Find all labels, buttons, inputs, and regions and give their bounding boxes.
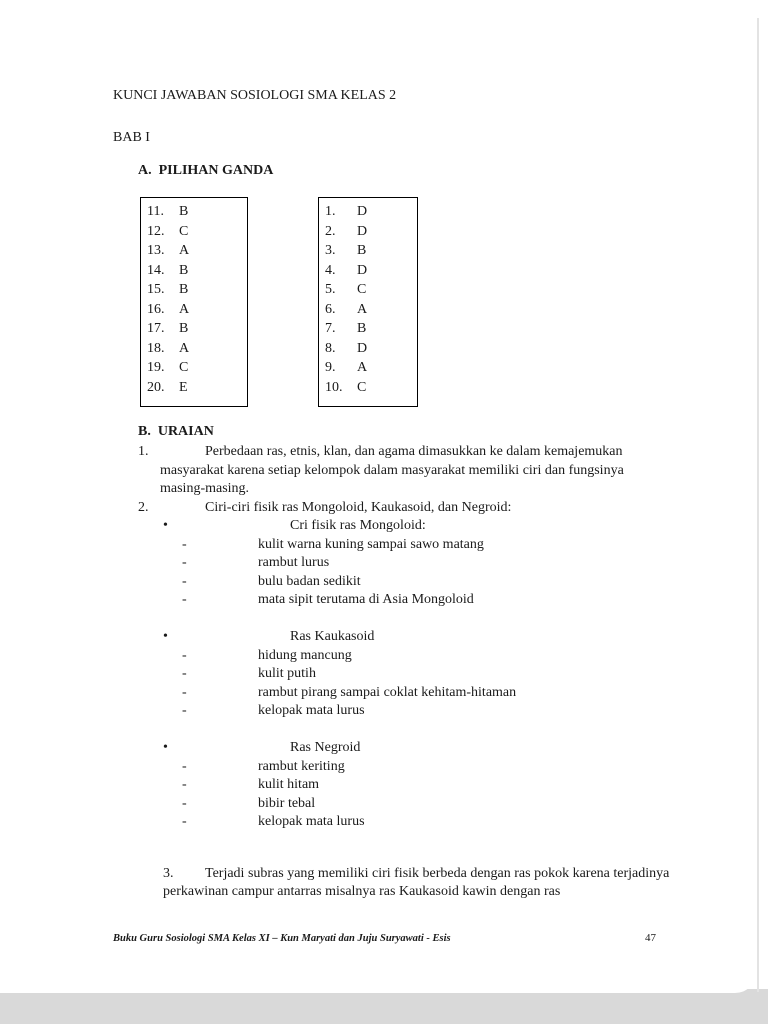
bullet-heading-line [163,739,768,758]
answer-letter: C [179,360,189,375]
bullet-heading-line [163,628,768,647]
dash-point-line [182,684,768,703]
dash-point-text: rambut keriting [258,758,345,774]
answers-box-right [318,197,418,407]
answer-item [325,319,411,339]
answer-number: 5. [325,282,336,297]
dash-point-line [182,776,768,795]
answer-number: 15. [147,282,165,297]
bullet-heading-line [163,517,768,536]
answer-letter: B [357,321,367,336]
answer-item [147,378,241,398]
item-text: Perbedaan ras, etnis, klan, dan agama dimasukkan ke dalam kemajemukan masyarakat karena setiap kelompok dalam masyarakat memiliki ciri dan fungsinya masing-masing. [160,444,624,496]
footer-page-number: 47 [645,932,656,944]
answer-item [325,280,411,300]
answer-number: 19. [147,360,165,375]
answer-item [147,319,241,339]
dash-point-line [182,647,768,666]
dash-icon: - [182,573,187,589]
dash-point-line [182,536,768,555]
bullet-heading: Ras Negroid [290,740,361,755]
dash-point-text: rambut lurus [258,555,330,570]
answer-number: 13. [147,243,165,258]
answer-number: 16. [147,301,165,317]
answer-number: 11. [147,204,164,219]
answer-number: 7. [325,321,336,336]
bullet-group-mongoloid [0,517,768,610]
dash-point-text: hidung mancung [258,647,352,663]
bullet-icon: • [163,740,168,755]
answer-letter: A [179,243,190,258]
dash-point-text: rambut pirang sampai coklat kehitam-hitaman [258,684,517,700]
answer-letter: D [357,340,368,356]
answer-item [147,339,241,359]
answers-box-left [140,197,248,407]
answer-item [147,358,241,378]
item-number: 2. [138,499,149,515]
answer-item [147,300,241,320]
dash-point-line [182,591,768,610]
dash-point-text: bibir tebal [258,795,316,811]
bullet-group-negroid [0,739,768,832]
answer-letter: C [179,223,189,239]
bullet-icon: • [163,629,168,644]
page-bottom-edge [0,989,768,1024]
footer-book-title: Buku Guru Sosiologi SMA Kelas XI – Kun Maryati dan Juju Suryawati - Esis [113,933,451,944]
page-footer [113,932,656,944]
answer-number: 9. [325,360,336,375]
dash-point-text: kelopak mata lurus [258,814,365,829]
dash-icon: - [182,536,187,552]
answer-letter: D [357,223,368,239]
answer-letter: B [179,282,189,297]
dash-point-text: kulit putih [258,666,316,681]
chapter-heading: BAB I [113,130,150,145]
dash-icon: - [182,647,187,663]
dash-point-line [182,813,768,832]
answer-letter: B [357,243,367,258]
answer-letter: B [179,262,189,278]
answer-letter: B [179,204,189,219]
item-number: 1. [138,444,149,459]
item-number: 3. [163,865,174,881]
bullet-heading: Ras Kaukasoid [290,629,375,644]
answer-letter: C [357,379,367,395]
answer-letter: C [357,282,367,297]
dash-point-text: bulu badan sedikit [258,573,361,589]
answer-letter: B [179,321,189,336]
bullet-icon: • [163,518,168,533]
answer-number: 14. [147,262,165,278]
answer-number: 20. [147,379,165,395]
answer-number: 12. [147,223,165,239]
answer-number: 17. [147,321,165,336]
answer-item [147,241,241,261]
bullet-group-kaukasoid [0,628,768,721]
answer-item [147,261,241,281]
dash-point-line [182,665,768,684]
dash-point-line [182,702,768,721]
answer-number: 10. [325,379,343,395]
answer-letter: D [357,262,368,278]
dash-icon: - [182,814,187,829]
answer-item [147,280,241,300]
page-title: KUNCI JAWABAN SOSIOLOGI SMA KELAS 2 [113,88,397,103]
dash-point-text: kelopak mata lurus [258,703,365,718]
answer-letter: A [357,360,368,375]
item-text: Ciri-ciri fisik ras Mongoloid, Kaukasoid, dan Negroid: [205,499,512,515]
answer-number: 6. [325,301,336,317]
dash-icon: - [182,703,187,718]
answer-item [325,241,411,261]
essay-section [0,443,768,902]
answer-number: 8. [325,340,336,356]
answer-number: 3. [325,243,336,258]
dash-point-line [182,758,768,777]
bullet-points [0,758,768,832]
dash-point-text: kulit hitam [258,777,320,792]
dash-icon: - [182,777,187,792]
dash-icon: - [182,666,187,681]
answer-item [325,222,411,242]
answer-letter: A [179,340,190,356]
bullet-points [0,536,768,610]
answer-number: 4. [325,262,336,278]
bullet-points [0,647,768,721]
answer-item [325,339,411,359]
answer-item [325,300,411,320]
answer-item [325,378,411,398]
dash-point-text: mata sipit terutama di Asia Mongoloid [258,592,474,607]
answer-number: 1. [325,204,336,219]
dash-icon: - [182,592,187,607]
answer-item [147,222,241,242]
section-a-heading: A. PILIHAN GANDA [138,163,274,178]
answer-item [325,358,411,378]
dash-point-line [182,573,768,592]
answer-number: 18. [147,340,165,356]
answer-letter: E [179,379,188,395]
dash-icon: - [182,758,187,774]
answer-item [325,202,411,222]
answer-letter: D [357,204,368,219]
dash-icon: - [182,684,187,700]
dash-point-text: kulit warna kuning sampai sawo matang [258,536,484,552]
dash-point-line [182,554,768,573]
bullet-heading: Cri fisik ras Mongoloid: [290,518,426,533]
essay-item-3 [163,865,678,902]
essay-item-2 [138,499,668,518]
dash-icon: - [182,795,187,811]
answer-item [147,202,241,222]
answer-item [325,261,411,281]
answer-number: 2. [325,223,336,239]
item-text: Terjadi subras yang memiliki ciri fisik berbeda dengan ras pokok karena terjadinya perkawinan campur antarras misalnya ras Kaukasoid kawin dengan ras [163,865,670,899]
answer-boxes [140,197,418,407]
section-b-heading: B. URAIAN [138,424,214,439]
essay-item-1 [138,443,668,499]
dash-icon: - [182,555,187,570]
answer-letter: A [357,301,368,317]
answer-letter: A [179,301,190,317]
dash-point-line [182,795,768,814]
